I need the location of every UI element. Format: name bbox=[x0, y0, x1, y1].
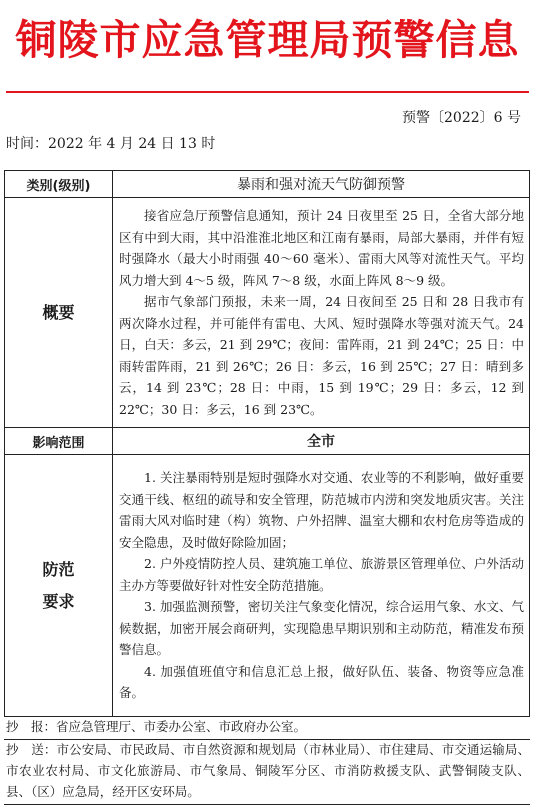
footer-bottom-rule bbox=[4, 804, 530, 805]
cc-value: 省应急管理厅、市委办公室、市政府办公室。 bbox=[56, 719, 307, 734]
scope-row bbox=[5, 428, 530, 455]
scope-label: 影响范围 bbox=[5, 428, 113, 455]
measure-item: 3. 加强监测预警，密切关注气象变化情况，综合运用气象、水文、气候数据，加密开展会商研判，实现隐患早期识别和主动防范，精准发布预警信息。 bbox=[119, 599, 524, 658]
measure-item: 4. 加强值班值守和信息汇总上报，做好队伍、装备、物资等应急准备。 bbox=[119, 663, 524, 701]
measures-label-line1: 防范 bbox=[42, 559, 75, 579]
document-number: 预警〔2022〕6 号 bbox=[402, 110, 521, 126]
cc-report-line bbox=[6, 716, 530, 737]
cc-label: 抄 报： bbox=[6, 719, 57, 734]
send-value: 市公安局、市民政局、市自然资源和规划局（市林业局）、市住建局、市交通运输局、市农业农村局、市文化旅游局、市气象局、铜陵军分区、市消防救援支队、武警铜陵支队、县、（区）应急局，经开区安环局。 bbox=[6, 742, 530, 799]
measure-item: 2. 户外疫情防控人员、建筑施工单位、旅游景区管理单位、户外活动主办方等要做好针对性安全防范措施。 bbox=[119, 556, 524, 593]
document-title: 铜陵市应急管理局预警信息 bbox=[15, 16, 520, 64]
overview-paragraph: 据市气象部门预报，未来一周，24 日夜间至 25 日和 28 日我市有两次降水过程，并可能伴有雷电、大风、短时强降水等强对流天气。24 日，白天：多云，21 到 29℃；夜间：雷阵雨，21 到 24℃；25 日：中雨转雷阵雨，21 到 26℃；26 日：多云，16 到 25℃；27 日：晴到多云，14 到 23℃；28 日：中雨，15 到 19℃；29 日：多云，12 到 22℃；30 日：多云，16 到 23℃。 bbox=[119, 294, 524, 417]
warning-table bbox=[4, 170, 530, 717]
red-header-rule bbox=[6, 91, 529, 93]
overview-label: 概要 bbox=[5, 198, 113, 428]
measures-row bbox=[5, 455, 530, 717]
overview-content bbox=[113, 198, 530, 428]
measures-content bbox=[113, 455, 530, 717]
category-value: 暴雨和强对流天气防御预警 bbox=[113, 171, 530, 198]
scope-value: 全市 bbox=[113, 428, 530, 455]
measures-label bbox=[5, 455, 113, 717]
measure-item: 1. 关注暴雨特别是短时强降水对交通、农业等的不利影响，做好重要交通干线、枢纽的疏导和安全管理，防范城市内涝和突发地质灾害。关注雷雨大风对临时建（构）筑物、户外招牌、温室大棚和农村危房等造成的安全隐患，及时做好除险加固； bbox=[119, 470, 524, 550]
issue-time bbox=[6, 134, 215, 154]
category-label: 类别(级别) bbox=[5, 171, 113, 198]
category-row bbox=[5, 171, 530, 198]
overview-row bbox=[5, 198, 530, 428]
overview-paragraph: 接省应急厅预警信息通知，预计 24 日夜里至 25 日，全省大部分地区有中到大雨，其中沿淮淮北地区和江南有暴雨，局部大暴雨，并伴有短时强降水（最大小时雨强 40～60 毫米）、雷雨大风等对流性天气。平均风力增大到 4～5 级，阵风 7～8 级，水面上阵风 8～9 级。 bbox=[119, 208, 524, 288]
cc-send-line bbox=[6, 739, 530, 802]
issue-time-value: 2022 年 4 月 24 日 13 时 bbox=[48, 136, 216, 152]
send-label: 抄 送： bbox=[6, 742, 57, 757]
measures-label-line2: 要求 bbox=[42, 591, 75, 611]
issue-time-label: 时间： bbox=[6, 136, 48, 152]
